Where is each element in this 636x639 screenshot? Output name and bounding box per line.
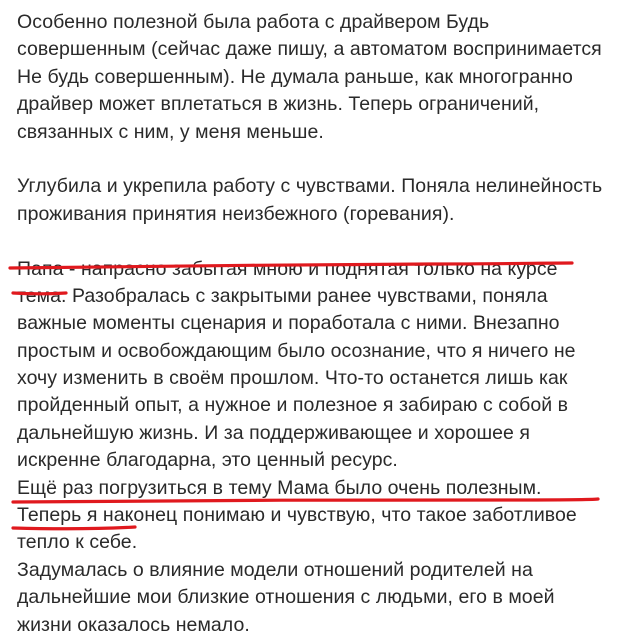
text-line: совершенным (сейчас даже пишу, а автоматом воспринимается [17, 38, 602, 61]
text-line: Задумалась о влияние модели отношений родителей на [17, 558, 533, 581]
text-line: тема. Разобралась с закрытыми ранее чувствами, поняла [17, 284, 548, 307]
document-text [17, 9, 629, 639]
text-line: дальнейшие мои близкие отношения с людьми, его в моей [17, 586, 555, 609]
text-line: Особенно полезной была работа с драйвером Будь [17, 11, 490, 33]
highlighted-text-line: тепло к себе. [17, 531, 138, 554]
text-line: хочу изменить в своём прошлом. Что-то останется лишь как [17, 367, 568, 390]
text-line: Углубила и укрепила работу с чувствами. Поняла нелинейность [17, 175, 603, 198]
text-line: важные моменты сценария и поработала с ними. Внезапно [17, 312, 560, 335]
text-line: жизни оказалось немало. [17, 613, 250, 636]
text-line: проживания принятия неизбежного (горевания). [17, 202, 455, 225]
text-line: пройденный опыт, а нужное и полезное я забираю с собой в [17, 394, 569, 417]
text-line: дальнейшую жизнь. И за поддерживающее и хорошее я [17, 421, 531, 444]
text-line: связанных с ним, у меня меньше. [17, 120, 324, 143]
highlighted-text-line: Теперь я наконец понимаю и чувствую, что такое заботливое [17, 504, 577, 527]
text-line: простым и освобождающим было осознание, что я ничего не [17, 339, 576, 362]
text-line: Не будь совершенным). Не думала раньше, как многогранно [17, 65, 573, 88]
text-line: Ещё раз погрузиться в тему Мама было очень полезным. [17, 476, 542, 499]
paragraph-gap [17, 146, 629, 173]
highlighted-text-line: Папа - напрасно забытая мною и поднятая только на курсе [17, 257, 558, 280]
text-line: драйвер может вплетаться в жизнь. Теперь ограничений, [17, 93, 540, 116]
text-line: искренне благодарна, это ценный ресурс. [17, 449, 398, 472]
paragraph-gap [17, 228, 629, 255]
